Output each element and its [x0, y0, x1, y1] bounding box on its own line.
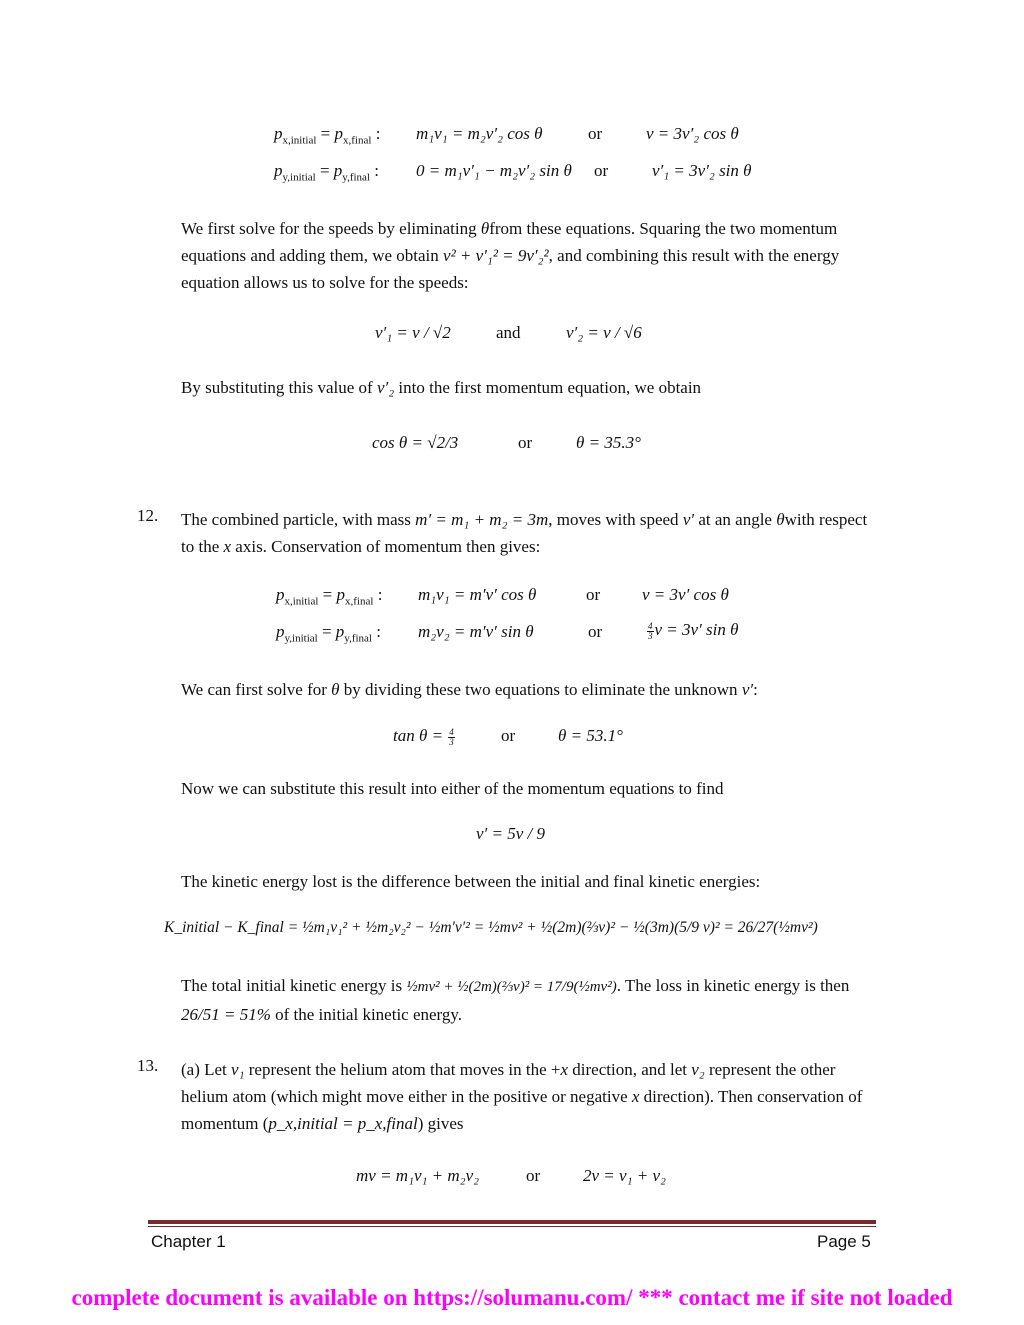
momentum-y-right: v′₁ = 3v′₂ sin θ	[652, 161, 752, 180]
inline-math: 26/51 = 51%	[181, 1005, 271, 1024]
tan-theta-equation	[393, 726, 456, 747]
speed-v1-equation: v′₁ = v / √2	[375, 323, 451, 342]
text: by dividing these two equations to eliminate the unknown	[339, 680, 742, 699]
cos-theta-equation: cos θ = √2/3	[372, 433, 459, 452]
inline-math: v′	[741, 680, 754, 699]
x-symbol: x	[223, 537, 232, 556]
inline-math: v′	[682, 510, 695, 529]
x-symbol: x	[631, 1087, 640, 1106]
footer-page-number: Page 5	[817, 1232, 871, 1251]
inline-math: m′ = m₁ + m₂ = 3m	[415, 510, 549, 529]
or-label: or	[526, 1166, 541, 1185]
eq-lhs-sub: x,initial	[284, 595, 319, 608]
text: into the first momentum equation, we obtain	[394, 378, 702, 397]
text: from these equations. Squaring the two momentum equations and adding them, we obtain	[181, 219, 838, 265]
paragraph-substituting	[181, 374, 871, 401]
denominator: 3	[449, 736, 454, 747]
paragraph-total-initial-ke	[181, 972, 871, 1028]
momentum-x-right: v = 3v′₂ cos θ	[646, 124, 739, 143]
text: The combined particle, with mass	[181, 510, 416, 529]
combined-momentum-y-lhs: $p_{y,initial} = p_{y,final}$ :	[276, 622, 381, 645]
text: direction, and let	[568, 1060, 692, 1079]
p-symbol: p	[276, 622, 285, 641]
momentum-y-mid: 0 = m₁v′₁ − m₂v′₂ sin θ	[416, 161, 572, 180]
item-number-12: 12.	[137, 506, 159, 525]
p-symbol: p	[336, 585, 346, 604]
paragraph-substitute-result: Now we can substitute this result into either of the momentum equations to find	[181, 779, 724, 798]
text: , moves with speed	[548, 510, 683, 529]
equation-text: v = 3v′ sin θ	[654, 620, 739, 639]
text: (a) Let	[181, 1060, 232, 1079]
speed-v2-equation: v′₂ = v / √6	[566, 323, 642, 342]
eq-rhs-sub: x,final	[343, 134, 372, 147]
text: represent the other helium atom (which might move either in the positive or negative	[181, 1060, 836, 1106]
fraction	[647, 622, 654, 641]
footer-rule-thin	[148, 1226, 876, 1227]
item-number-13: 13.	[137, 1056, 159, 1075]
theta-result-53: θ = 53.1°	[558, 726, 623, 745]
vprime-equation: v′ = 5v / 9	[476, 824, 546, 843]
paragraph-helium-atoms	[181, 1056, 871, 1137]
eq-rhs-sub: y,final	[342, 171, 370, 184]
eq-lhs: p	[274, 161, 283, 180]
paragraph-eliminate-theta	[181, 215, 871, 296]
eq-colon: :	[370, 161, 379, 180]
theta-result: θ = 35.3°	[576, 433, 641, 452]
theta-symbol: θ	[331, 680, 340, 699]
paragraph-combined-particle	[181, 506, 871, 560]
equation-text: tan θ =	[393, 726, 448, 745]
footer-rule-thick	[148, 1220, 876, 1224]
inline-math: p_x,initial = p_x,final	[268, 1114, 418, 1133]
helium-momentum-equation: mv = m₁v₁ + m₂v₂	[356, 1166, 480, 1185]
v1-symbol: v₁	[231, 1060, 245, 1079]
combined-momentum-x-lhs: $p_{x,initial} = p_{x,final}$ :	[276, 585, 383, 608]
inline-math: ½mv² + ½(2m)(⅔v)² = 17/9(½mv²)	[406, 979, 617, 995]
eq-lhs-sub: x,initial	[282, 134, 317, 147]
eq-lhs-sub: y,initial	[284, 632, 318, 645]
promo-banner: complete document is available on https://solumanu.com/ *** contact me if site not loaded	[71, 1285, 953, 1310]
text: direction). Then conservation of momentum (	[181, 1087, 863, 1133]
eq-rhs-sub: y,final	[344, 632, 372, 645]
inline-math: v² + v′₁² = 9v′₂²	[443, 246, 549, 265]
kinetic-energy-equation: K_initial − K_final = ½m₁v₁² + ½m₂v₂² − ½m′v′² = ½mv² + ½(2m)(⅔v)² − ½(3m)(5/9 v)² = 26/27(½mv²)	[164, 919, 818, 936]
text: . The loss in kinetic energy is then	[616, 976, 850, 995]
text: We first solve for the speeds by eliminating	[181, 219, 481, 238]
combined-momentum-y-mid: m₂v₂ = m′v′ sin θ	[418, 622, 534, 641]
combined-momentum-y-right	[646, 620, 738, 641]
eq-equals: =	[315, 161, 334, 180]
eq-lhs-sub: y,initial	[282, 171, 316, 184]
text: , and combining this result with the energy equation allows us to solve for the speeds:	[181, 246, 840, 292]
or-label: or	[501, 726, 516, 745]
numerator: 4	[648, 620, 653, 631]
x-symbol: x	[560, 1060, 569, 1079]
text: with respect to the	[181, 510, 868, 556]
helium-velocity-equation: 2v = v₁ + v₂	[583, 1166, 666, 1185]
text: The total initial kinetic energy is	[181, 976, 407, 995]
numerator: 4	[449, 726, 454, 737]
eq-rhs: p	[333, 161, 343, 180]
momentum-y-equation	[274, 161, 379, 184]
footer-chapter: Chapter 1	[151, 1232, 226, 1251]
or-label: or	[594, 161, 609, 180]
paragraph-kinetic-energy-lost: The kinetic energy lost is the difference between the initial and final kinetic energies:	[181, 872, 761, 891]
or-label: or	[586, 585, 601, 604]
text: :	[753, 680, 758, 699]
text: represent the helium atom that moves in the +	[244, 1060, 561, 1079]
denominator: 3	[648, 630, 653, 641]
fraction	[448, 728, 455, 747]
p-symbol: p	[335, 622, 345, 641]
text: We can first solve for	[181, 680, 332, 699]
momentum-x-equation	[274, 124, 381, 147]
and-label: and	[496, 323, 521, 342]
or-label: or	[518, 433, 533, 452]
eq-rhs-sub: x,final	[345, 595, 374, 608]
combined-momentum-x-mid: m₁v₁ = m′v′ cos θ	[418, 585, 537, 604]
or-label: or	[588, 622, 603, 641]
combined-momentum-x-right: v = 3v′ cos θ	[642, 585, 729, 604]
text: ) gives	[417, 1114, 464, 1133]
momentum-x-mid: m₁v₁ = m₂v′₂ cos θ	[416, 124, 543, 143]
eq-equals: =	[316, 124, 335, 143]
theta-symbol: θ	[776, 510, 785, 529]
theta-symbol: θ	[480, 219, 490, 238]
eq-colon: :	[371, 124, 381, 143]
paragraph-solve-theta	[181, 676, 871, 703]
inline-math: v′₂	[376, 378, 395, 397]
eq-rhs: p	[334, 124, 344, 143]
p-symbol: p	[276, 585, 285, 604]
text: axis. Conservation of momentum then gives:	[231, 537, 541, 556]
v2-symbol: v₂	[691, 1060, 705, 1079]
text: at an angle	[694, 510, 777, 529]
or-label: or	[588, 124, 603, 143]
eq-lhs: p	[274, 124, 283, 143]
text: of the initial kinetic energy.	[270, 1005, 463, 1024]
text: By substituting this value of	[181, 378, 377, 397]
